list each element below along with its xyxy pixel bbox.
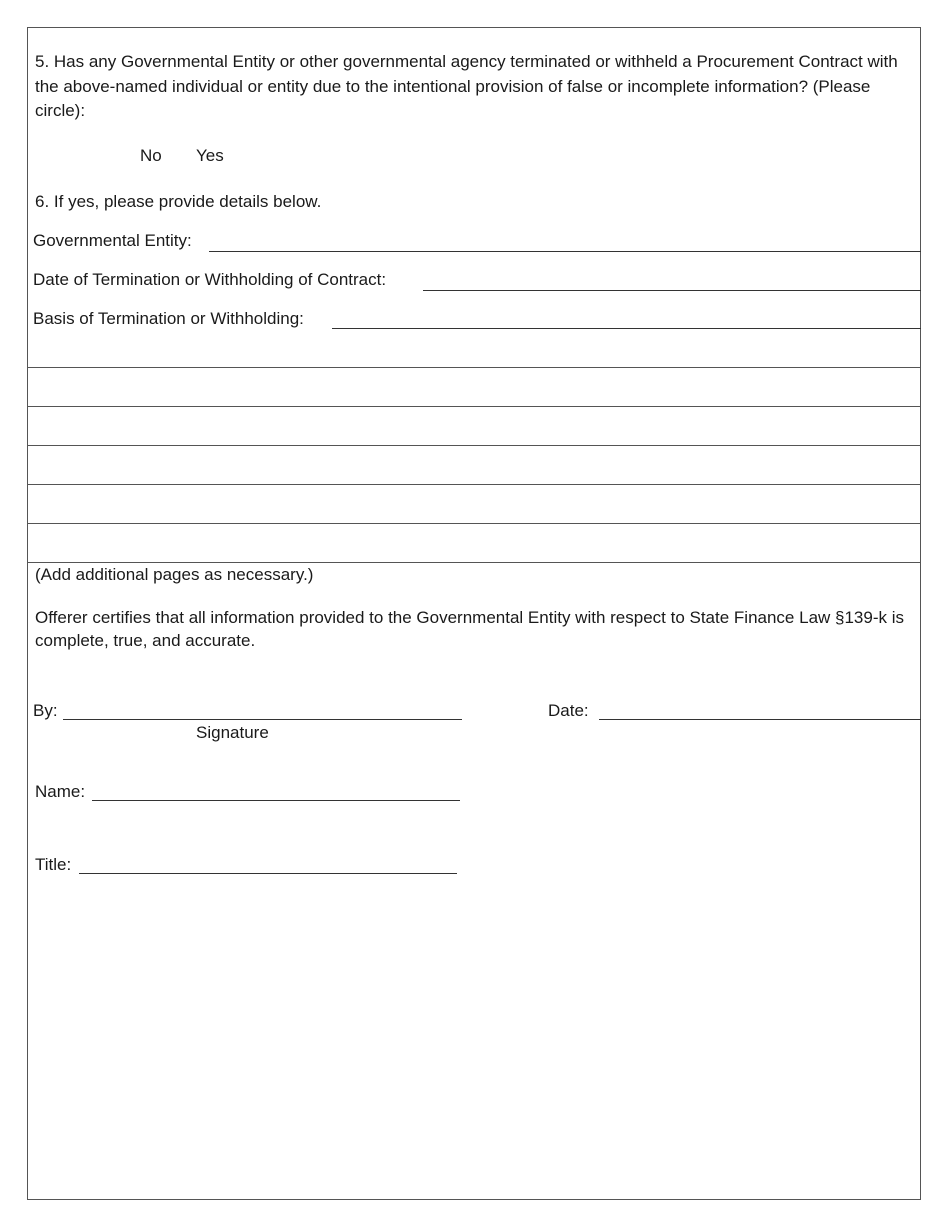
termination-basis-label: Basis of Termination or Withholding: [33, 309, 304, 328]
signature-field[interactable] [63, 719, 462, 720]
date-field[interactable] [599, 719, 921, 720]
governmental-entity-label: Governmental Entity: [33, 231, 192, 250]
option-no[interactable]: No [140, 146, 162, 165]
signature-caption: Signature [196, 723, 269, 742]
name-field[interactable] [92, 800, 460, 801]
date-label: Date: [548, 701, 589, 720]
termination-date-label: Date of Termination or Withholding of Contract: [33, 270, 387, 289]
basis-continuation-line-6[interactable] [28, 562, 921, 563]
basis-continuation-line-2[interactable] [28, 406, 921, 407]
question-5-text: 5. Has any Governmental Entity or other governmental agency terminated or withheld a Procurement Contract with the above-named individual or entity due to the intentional provision of false or incomplete information? (Please circle): [35, 52, 898, 120]
by-label: By: [33, 701, 58, 720]
question-6-text: 6. If yes, please provide details below. [35, 192, 322, 211]
termination-date-field[interactable] [423, 290, 921, 291]
title-label: Title: [35, 855, 72, 874]
basis-continuation-line-3[interactable] [28, 445, 921, 446]
title-field[interactable] [79, 873, 457, 874]
governmental-entity-field[interactable] [209, 251, 921, 252]
additional-pages-note: (Add additional pages as necessary.) [35, 565, 314, 584]
termination-basis-field[interactable] [332, 328, 921, 329]
basis-continuation-line-1[interactable] [28, 367, 921, 368]
basis-continuation-line-5[interactable] [28, 523, 921, 524]
basis-continuation-line-4[interactable] [28, 484, 921, 485]
name-label: Name: [35, 782, 86, 801]
option-yes[interactable]: Yes [196, 146, 224, 165]
certification-statement: Offerer certifies that all information provided to the Governmental Entity with respect to State Finance Law §139-k is complete, true, and accurate. [35, 608, 905, 650]
